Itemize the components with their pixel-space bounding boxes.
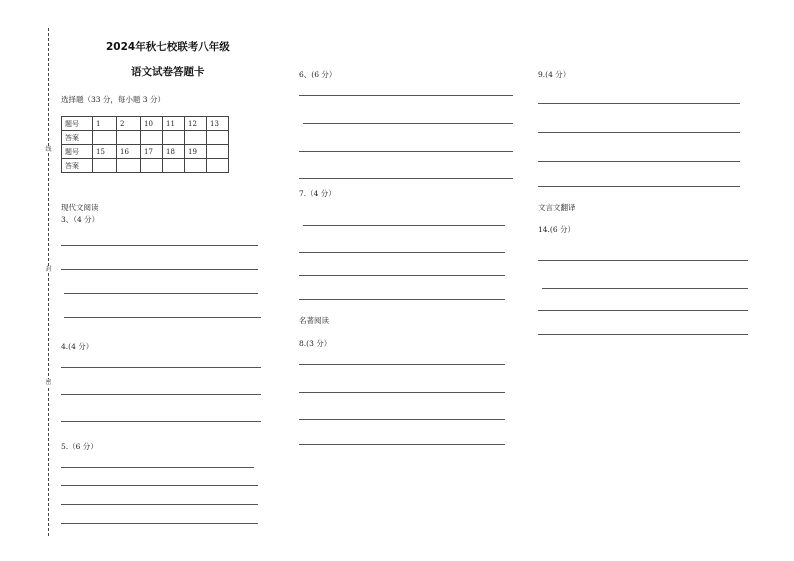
answer-cell[interactable] xyxy=(93,131,117,145)
q14-label: 14.(6 分） xyxy=(538,225,576,234)
answer-line-q6[interactable] xyxy=(299,151,513,152)
answer-line-q9[interactable] xyxy=(538,161,740,162)
answer-line-q8[interactable] xyxy=(299,364,505,365)
binding-line xyxy=(48,28,49,536)
answer-cell[interactable] xyxy=(207,159,229,173)
grid-cell: 15 xyxy=(93,145,117,159)
answer-cell[interactable] xyxy=(141,159,163,173)
table-row xyxy=(62,131,229,145)
answer-line-q9[interactable] xyxy=(538,132,740,133)
q9-label: 9.(4 分） xyxy=(538,70,571,79)
answer-line-q4[interactable] xyxy=(61,421,261,422)
modern-reading-heading: 现代文阅读 xyxy=(61,203,99,212)
q4-label: 4.(4 分） xyxy=(61,342,94,351)
grid-cell: 19 xyxy=(185,145,207,159)
answer-cell[interactable] xyxy=(141,131,163,145)
binding-mark-line: 线 xyxy=(45,146,52,153)
answer-line-q6[interactable] xyxy=(299,178,513,179)
answer-line-q4[interactable] xyxy=(61,367,261,368)
grid-cell: 答案 xyxy=(62,159,93,173)
grid-cell: 2 xyxy=(117,117,141,131)
answer-cell[interactable] xyxy=(185,159,207,173)
answer-line-q8[interactable] xyxy=(299,419,505,420)
answer-cell[interactable] xyxy=(163,159,185,173)
answer-cell[interactable] xyxy=(117,159,141,173)
answer-line-q7[interactable] xyxy=(299,299,505,300)
grid-cell: 16 xyxy=(117,145,141,159)
grid-cell xyxy=(207,145,229,159)
answer-line-q6[interactable] xyxy=(299,95,513,96)
answer-cell[interactable] xyxy=(185,131,207,145)
answer-line-q7[interactable] xyxy=(299,275,505,276)
answer-line-q5[interactable] xyxy=(61,467,254,468)
answer-line-q8[interactable] xyxy=(299,444,505,445)
q6-label: 6、(6 分） xyxy=(299,70,337,79)
grid-cell: 10 xyxy=(141,117,163,131)
table-row xyxy=(62,159,229,173)
grid-cell: 12 xyxy=(185,117,207,131)
grid-cell: 题号 xyxy=(62,145,93,159)
answer-line-q4[interactable] xyxy=(61,394,261,395)
answer-cell[interactable] xyxy=(163,131,185,145)
grid-cell: 答案 xyxy=(62,131,93,145)
grid-cell: 13 xyxy=(207,117,229,131)
answer-line-q6[interactable] xyxy=(303,123,513,124)
table-row xyxy=(62,117,229,131)
classics-reading-heading: 名著阅读 xyxy=(299,316,329,325)
q5-label: 5.（6 分） xyxy=(61,442,98,451)
answer-line-q5[interactable] xyxy=(61,485,258,486)
answer-line-q5[interactable] xyxy=(61,504,258,505)
answer-line-q14[interactable] xyxy=(542,288,748,289)
grid-cell: 11 xyxy=(163,117,185,131)
answer-line-q14[interactable] xyxy=(538,310,748,311)
classical-translation-heading: 文言文翻译 xyxy=(538,203,576,212)
answer-line-q14[interactable] xyxy=(538,334,748,335)
page-subtitle: 语文试卷答题卡 xyxy=(131,66,205,78)
q7-label: 7.（4 分） xyxy=(299,189,336,198)
answer-cell[interactable] xyxy=(207,131,229,145)
answer-cell[interactable] xyxy=(93,159,117,173)
answer-line-q3[interactable] xyxy=(64,317,261,318)
page-title: 2024年秋七校联考八年级 xyxy=(106,41,230,53)
answer-line-q9[interactable] xyxy=(538,103,740,104)
grid-cell: 题号 xyxy=(62,117,93,131)
answer-grid xyxy=(61,116,229,173)
q3-label: 3、（4 分） xyxy=(61,215,100,224)
answer-line-q3[interactable] xyxy=(64,293,258,294)
answer-line-q3[interactable] xyxy=(61,269,258,270)
answer-line-q7[interactable] xyxy=(299,252,505,253)
binding-mark-seal: 封 xyxy=(45,266,52,273)
answer-line-q9[interactable] xyxy=(538,186,740,187)
answer-line-q3[interactable] xyxy=(61,245,258,246)
answer-line-q8[interactable] xyxy=(299,392,505,393)
grid-cell: 18 xyxy=(163,145,185,159)
answer-cell[interactable] xyxy=(117,131,141,145)
choice-heading: 选择题（33 分，每小题 3 分） xyxy=(61,95,165,104)
binding-mark-secret: 密 xyxy=(45,379,52,386)
q8-label: 8.(3 分） xyxy=(299,339,332,348)
answer-line-q5[interactable] xyxy=(61,523,258,524)
grid-cell: 17 xyxy=(141,145,163,159)
answer-line-q14[interactable] xyxy=(538,260,748,261)
answer-line-q7[interactable] xyxy=(303,225,505,226)
table-row xyxy=(62,145,229,159)
grid-cell: 1 xyxy=(93,117,117,131)
